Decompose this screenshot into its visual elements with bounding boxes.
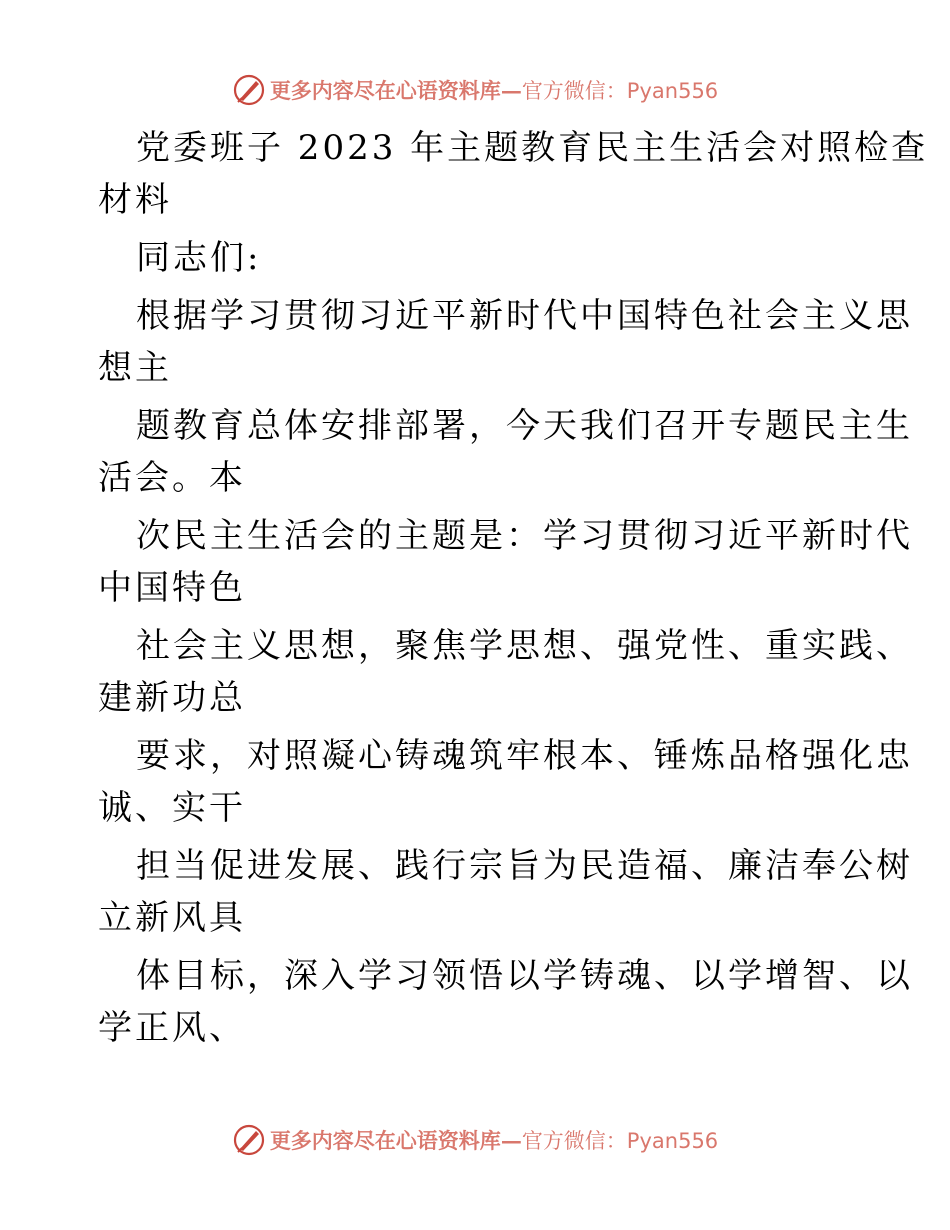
text-line: 学正风、 <box>98 1008 246 1048</box>
banner-dash: — <box>500 77 522 103</box>
banner-dash: — <box>500 1127 522 1153</box>
text-line: 同志们: <box>136 238 262 278</box>
text-line: 次民主生活会的主题是：学习贯彻习近平新时代 <box>136 516 913 556</box>
text-line: 想主 <box>98 348 172 388</box>
banner-wechat: 官方微信：Pyan556 <box>521 79 719 103</box>
banner-title: 更多内容尽在心语资料库 <box>269 78 501 103</box>
text-line: 党委班子 2023 年主题教育民主生活会对照检查 <box>136 128 929 168</box>
text-line: 立新风具 <box>98 898 246 938</box>
banner-title: 更多内容尽在心语资料库 <box>269 1128 501 1153</box>
text-line: 中国特色 <box>98 568 246 608</box>
text-line: 社会主义思想，聚焦学思想、强党性、重实践、 <box>136 626 913 666</box>
quill-pen-logo-icon <box>232 73 266 107</box>
document-body <box>98 122 929 1054</box>
text-line: 体目标，深入学习领悟以学铸魂、以学增智、以 <box>136 956 913 996</box>
footer-banner <box>0 1120 950 1160</box>
text-line: 活会。本 <box>98 458 246 498</box>
header-banner <box>0 70 950 110</box>
quill-pen-logo-icon <box>232 1123 266 1157</box>
banner-wechat: 官方微信：Pyan556 <box>521 1129 719 1153</box>
text-line: 题教育总体安排部署，今天我们召开专题民主生 <box>136 406 913 446</box>
text-line: 材料 <box>98 180 172 220</box>
text-line: 要求，对照凝心铸魂筑牢根本、锤炼品格强化忠 <box>136 736 913 776</box>
text-line: 建新功总 <box>98 678 246 718</box>
text-line: 诚、实干 <box>98 788 246 828</box>
text-line: 担当促进发展、践行宗旨为民造福、廉洁奉公树 <box>136 846 913 886</box>
text-line: 根据学习贯彻习近平新时代中国特色社会主义思 <box>136 296 913 336</box>
